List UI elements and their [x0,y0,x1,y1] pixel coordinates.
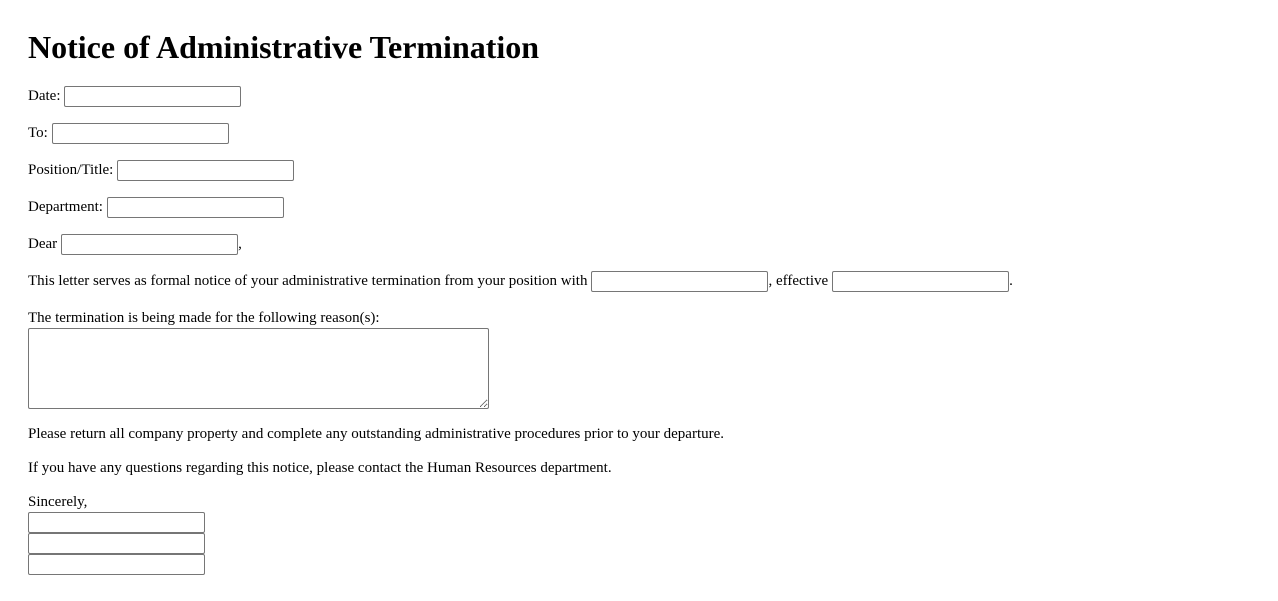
closing-sincerely: Sincerely, [28,494,88,510]
salutation-row [28,234,1250,255]
position-label: Position/Title: [28,162,114,179]
signature-block [28,512,1250,575]
department-field[interactable] [107,197,284,218]
reasons-label: The termination is being made for the following reason(s): [28,310,380,326]
reasons-textarea[interactable] [28,328,489,409]
dear-label: Dear [28,236,58,253]
date-label: Date: [28,88,61,105]
notice-text-before: This letter serves as formal notice of your administrative termination from your position with [28,273,588,290]
notice-text-middle: , effective [768,273,829,290]
dear-comma: , [238,236,242,253]
to-label: To: [28,125,48,142]
date-field[interactable] [64,86,241,107]
questions-paragraph: If you have any questions regarding this notice, please contact the Human Resources department. [28,460,612,476]
signature-company-field[interactable] [28,554,205,575]
notice-text-after: . [1009,273,1013,290]
department-row [28,197,1250,218]
position-row [28,160,1250,181]
company-field[interactable] [591,271,768,292]
signature-title-field[interactable] [28,533,205,554]
department-label: Department: [28,199,103,216]
to-row [28,123,1250,144]
page-title: Notice of Administrative Termination [28,29,540,65]
position-field[interactable] [117,160,294,181]
date-row [28,86,1250,107]
recipient-name-field[interactable] [61,234,238,255]
signature-name-field[interactable] [28,512,205,533]
notice-row [28,271,1250,292]
effective-date-field[interactable] [832,271,1009,292]
to-field[interactable] [52,123,229,144]
return-property-paragraph: Please return all company property and complete any outstanding administrative procedures prior to your departure. [28,426,725,442]
